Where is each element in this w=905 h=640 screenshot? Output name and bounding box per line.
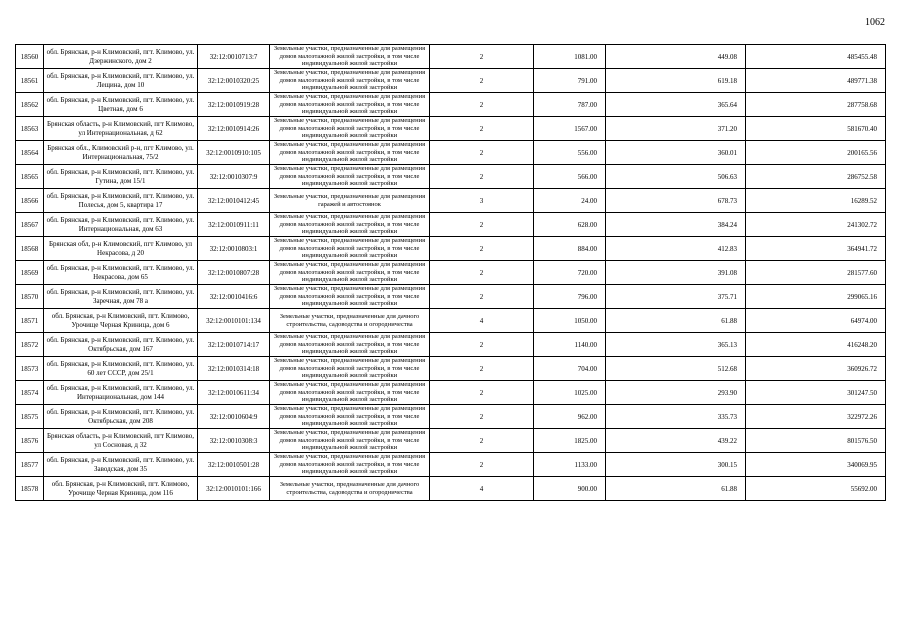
land-use-cell: Земельные участки, предназначенные для размещения домов малоэтажной жилой застройки, в том числе индивидуальной жилой застройки [270,333,430,357]
use-group-cell: 2 [430,381,534,405]
cadastral-number-cell: 32:12:0010714:17 [198,333,270,357]
land-use-cell: Земельные участки, предназначенные для размещения домов малоэтажной жилой застройки, в том числе индивидуальной жилой застройки [270,429,430,453]
cadastral-number-cell: 32:12:0010803:1 [198,237,270,261]
specific-value-cell: 439.22 [606,429,746,453]
address-cell: обл. Брянская, р-н Климовский, пгт. Климово, ул. Дзержинского, дом 2 [44,45,198,69]
cadastral-number-cell: 32:12:0010611:34 [198,381,270,405]
area-cell: 791.00 [534,69,606,93]
address-cell: обл. Брянская, р-н Климовский, пгт. Климово, ул. Цветная, дом 6 [44,93,198,117]
land-use-cell: Земельные участки, предназначенные для дачного строительства, садоводства и огородничества [270,477,430,501]
specific-value-cell: 449.08 [606,45,746,69]
land-use-cell: Земельные участки, предназначенные для размещения домов малоэтажной жилой застройки, в том числе индивидуальной жилой застройки [270,237,430,261]
cadastral-value-cell: 16289.52 [746,189,886,213]
row-number: 18572 [16,333,44,357]
table-row [16,165,886,189]
cadastral-number-cell: 32:12:0010604:9 [198,405,270,429]
cadastral-value-cell: 364941.72 [746,237,886,261]
table-row [16,69,886,93]
use-group-cell: 2 [430,93,534,117]
use-group-cell: 2 [430,45,534,69]
table-row [16,117,886,141]
cadastral-value-cell: 801576.50 [746,429,886,453]
row-number: 18563 [16,117,44,141]
table-row [16,141,886,165]
address-cell: обл. Брянская, р-н Климовский, пгт. Климово, ул. Октябрьская, дом 167 [44,333,198,357]
address-cell: Брянская область, р-н Климовский, пгт Климово, ул Интернациональная, д 62 [44,117,198,141]
cadastral-value-cell: 416248.20 [746,333,886,357]
land-use-cell: Земельные участки, предназначенные для дачного строительства, садоводства и огородничества [270,309,430,333]
specific-value-cell: 293.90 [606,381,746,405]
area-cell: 566.00 [534,165,606,189]
table-row [16,333,886,357]
specific-value-cell: 300.15 [606,453,746,477]
cadastral-value-table [15,44,886,501]
specific-value-cell: 375.71 [606,285,746,309]
area-cell: 884.00 [534,237,606,261]
cadastral-value-cell: 241302.72 [746,213,886,237]
table-row [16,381,886,405]
use-group-cell: 3 [430,189,534,213]
area-cell: 24.00 [534,189,606,213]
address-cell: обл. Брянская, р-н Климовский, пгт. Климово, ул. Заводская, дом 35 [44,453,198,477]
use-group-cell: 2 [430,453,534,477]
land-use-cell: Земельные участки, предназначенные для размещения домов малоэтажной жилой застройки, в том числе индивидуальной жилой застройки [270,405,430,429]
cadastral-number-cell: 32:12:0010307:9 [198,165,270,189]
table-row [16,429,886,453]
area-cell: 720.00 [534,261,606,285]
use-group-cell: 2 [430,285,534,309]
specific-value-cell: 391.08 [606,261,746,285]
cadastral-value-cell: 286752.58 [746,165,886,189]
cadastral-number-cell: 32:12:0010101:166 [198,477,270,501]
address-cell: обл. Брянская, р-н Климовский, пгт. Климово, ул. Некрасова, дом 65 [44,261,198,285]
row-number: 18576 [16,429,44,453]
table-row [16,285,886,309]
cadastral-number-cell: 32:12:0010416:6 [198,285,270,309]
land-use-cell: Земельные участки, предназначенные для размещения домов малоэтажной жилой застройки, в том числе индивидуальной жилой застройки [270,117,430,141]
area-cell: 796.00 [534,285,606,309]
land-use-cell: Земельные участки, предназначенные для размещения домов малоэтажной жилой застройки, в том числе индивидуальной жилой застройки [270,141,430,165]
area-cell: 962.00 [534,405,606,429]
address-cell: обл. Брянская, р-н Климовский, пгт. Климово, ул. Интернациональная, дом 144 [44,381,198,405]
cadastral-number-cell: 32:12:0010807:28 [198,261,270,285]
land-use-cell: Земельные участки, предназначенные для размещения домов малоэтажной жилой застройки, в том числе индивидуальной жилой застройки [270,381,430,405]
use-group-cell: 2 [430,213,534,237]
land-use-cell: Земельные участки, предназначенные для размещения домов малоэтажной жилой застройки, в том числе индивидуальной жилой застройки [270,357,430,381]
land-use-cell: Земельные участки, предназначенные для размещения домов малоэтажной жилой застройки, в том числе индивидуальной жилой застройки [270,285,430,309]
specific-value-cell: 360.01 [606,141,746,165]
specific-value-cell: 512.68 [606,357,746,381]
row-number: 18564 [16,141,44,165]
address-cell: обл. Брянская, р-н Климовский, пгт. Климово, ул. Гутина, дом 15/1 [44,165,198,189]
row-number: 18570 [16,285,44,309]
area-cell: 1025.00 [534,381,606,405]
cadastral-value-cell: 200165.56 [746,141,886,165]
use-group-cell: 2 [430,357,534,381]
cadastral-number-cell: 32:12:0010919:28 [198,93,270,117]
cadastral-number-cell: 32:12:0010713:7 [198,45,270,69]
specific-value-cell: 365.13 [606,333,746,357]
specific-value-cell: 335.73 [606,405,746,429]
cadastral-value-cell: 360926.72 [746,357,886,381]
table-row [16,477,886,501]
use-group-cell: 4 [430,309,534,333]
cadastral-value-cell: 299065.16 [746,285,886,309]
address-cell: обл. Брянская, р-н Климовский, пгт. Климово, Урочище Черная Криница, дом 116 [44,477,198,501]
specific-value-cell: 678.73 [606,189,746,213]
cadastral-value-cell: 322972.26 [746,405,886,429]
row-number: 18568 [16,237,44,261]
area-cell: 704.00 [534,357,606,381]
table-row [16,453,886,477]
address-cell: обл. Брянская, р-н Климовский, пгт. Климово, Урочище Черная Криница, дом 6 [44,309,198,333]
land-use-cell: Земельные участки, предназначенные для размещения домов малоэтажной жилой застройки, в том числе индивидуальной жилой застройки [270,45,430,69]
table-row [16,213,886,237]
specific-value-cell: 61.88 [606,477,746,501]
land-use-cell: Земельные участки, предназначенные для размещения домов малоэтажной жилой застройки, в том числе индивидуальной жилой застройки [270,69,430,93]
use-group-cell: 2 [430,429,534,453]
address-cell: Брянская обл, р-н Климовский, пгт Климово, ул Некрасова, д 20 [44,237,198,261]
area-cell: 1050.00 [534,309,606,333]
address-cell: обл. Брянская, р-н Климовский, пгт. Климово, ул. Лещина, дом 10 [44,69,198,93]
area-cell: 628.00 [534,213,606,237]
address-cell: обл. Брянская, р-н Климовский, пгт. Климово, ул. 60 лет СССР, дом 25/1 [44,357,198,381]
table-row [16,237,886,261]
row-number: 18560 [16,45,44,69]
use-group-cell: 2 [430,117,534,141]
specific-value-cell: 61.88 [606,309,746,333]
cadastral-value-cell: 281577.60 [746,261,886,285]
use-group-cell: 2 [430,261,534,285]
page-number: 1062 [865,17,885,28]
cadastral-number-cell: 32:12:0010101:134 [198,309,270,333]
table-row [16,45,886,69]
cadastral-number-cell: 32:12:0010314:18 [198,357,270,381]
cadastral-number-cell: 32:12:0010412:45 [198,189,270,213]
specific-value-cell: 371.20 [606,117,746,141]
area-cell: 1567.00 [534,117,606,141]
cadastral-value-cell: 581670.40 [746,117,886,141]
table-row [16,93,886,117]
table-row [16,309,886,333]
use-group-cell: 2 [430,165,534,189]
area-cell: 900.00 [534,477,606,501]
address-cell: обл. Брянская, р-н Климовский, пгт. Климово, ул. Интернациональная, дом 63 [44,213,198,237]
cadastral-value-cell: 301247.50 [746,381,886,405]
cadastral-number-cell: 32:12:0010320:25 [198,69,270,93]
cadastral-number-cell: 32:12:0010501:28 [198,453,270,477]
cadastral-number-cell: 32:12:0010910:105 [198,141,270,165]
row-number: 18565 [16,165,44,189]
land-use-cell: Земельные участки, предназначенные для размещения домов малоэтажной жилой застройки, в том числе индивидуальной жилой застройки [270,213,430,237]
specific-value-cell: 412.83 [606,237,746,261]
address-cell: обл. Брянская, р-н Климовский, пгт. Климово, ул. Октябрьская, дом 208 [44,405,198,429]
cadastral-value-cell: 55692.00 [746,477,886,501]
land-use-cell: Земельные участки, предназначенные для размещения гаражей и автостоянок [270,189,430,213]
address-cell: Брянская область, р-н Климовский, пгт Климово, ул Сосновая, д 32 [44,429,198,453]
address-cell: обл. Брянская, р-н Климовский, пгт. Климово, ул. Полесья, дом 5, квартира 17 [44,189,198,213]
cadastral-number-cell: 32:12:0010914:26 [198,117,270,141]
row-number: 18567 [16,213,44,237]
cadastral-value-cell: 64974.00 [746,309,886,333]
row-number: 18577 [16,453,44,477]
table-row [16,261,886,285]
row-number: 18566 [16,189,44,213]
area-cell: 1133.00 [534,453,606,477]
row-number: 18571 [16,309,44,333]
land-use-cell: Земельные участки, предназначенные для размещения домов малоэтажной жилой застройки, в том числе индивидуальной жилой застройки [270,261,430,285]
use-group-cell: 2 [430,405,534,429]
row-number: 18562 [16,93,44,117]
specific-value-cell: 619.18 [606,69,746,93]
specific-value-cell: 506.63 [606,165,746,189]
cadastral-value-cell: 485455.48 [746,45,886,69]
land-use-cell: Земельные участки, предназначенные для размещения домов малоэтажной жилой застройки, в том числе индивидуальной жилой застройки [270,165,430,189]
use-group-cell: 4 [430,477,534,501]
land-use-cell: Земельные участки, предназначенные для размещения домов малоэтажной жилой застройки, в том числе индивидуальной жилой застройки [270,93,430,117]
table-body [16,45,886,501]
address-cell: Брянская обл., Климовский р-н, пгт Климово, ул. Интернациональная, 75/2 [44,141,198,165]
row-number: 18574 [16,381,44,405]
row-number: 18573 [16,357,44,381]
row-number: 18578 [16,477,44,501]
table-row [16,357,886,381]
row-number: 18575 [16,405,44,429]
area-cell: 1081.00 [534,45,606,69]
land-use-cell: Земельные участки, предназначенные для размещения домов малоэтажной жилой застройки, в том числе индивидуальной жилой застройки [270,453,430,477]
use-group-cell: 2 [430,141,534,165]
area-cell: 1140.00 [534,333,606,357]
specific-value-cell: 365.64 [606,93,746,117]
address-cell: обл. Брянская, р-н Климовский, пгт. Климово, ул. Заречная, дом 78 а [44,285,198,309]
specific-value-cell: 384.24 [606,213,746,237]
cadastral-value-cell: 287758.68 [746,93,886,117]
cadastral-number-cell: 32:12:0010308:3 [198,429,270,453]
cadastral-number-cell: 32:12:0010911:11 [198,213,270,237]
table-row [16,405,886,429]
area-cell: 787.00 [534,93,606,117]
use-group-cell: 2 [430,333,534,357]
cadastral-value-cell: 489771.38 [746,69,886,93]
area-cell: 1825.00 [534,429,606,453]
use-group-cell: 2 [430,69,534,93]
row-number: 18561 [16,69,44,93]
area-cell: 556.00 [534,141,606,165]
cadastral-value-cell: 340069.95 [746,453,886,477]
row-number: 18569 [16,261,44,285]
table-row [16,189,886,213]
use-group-cell: 2 [430,237,534,261]
